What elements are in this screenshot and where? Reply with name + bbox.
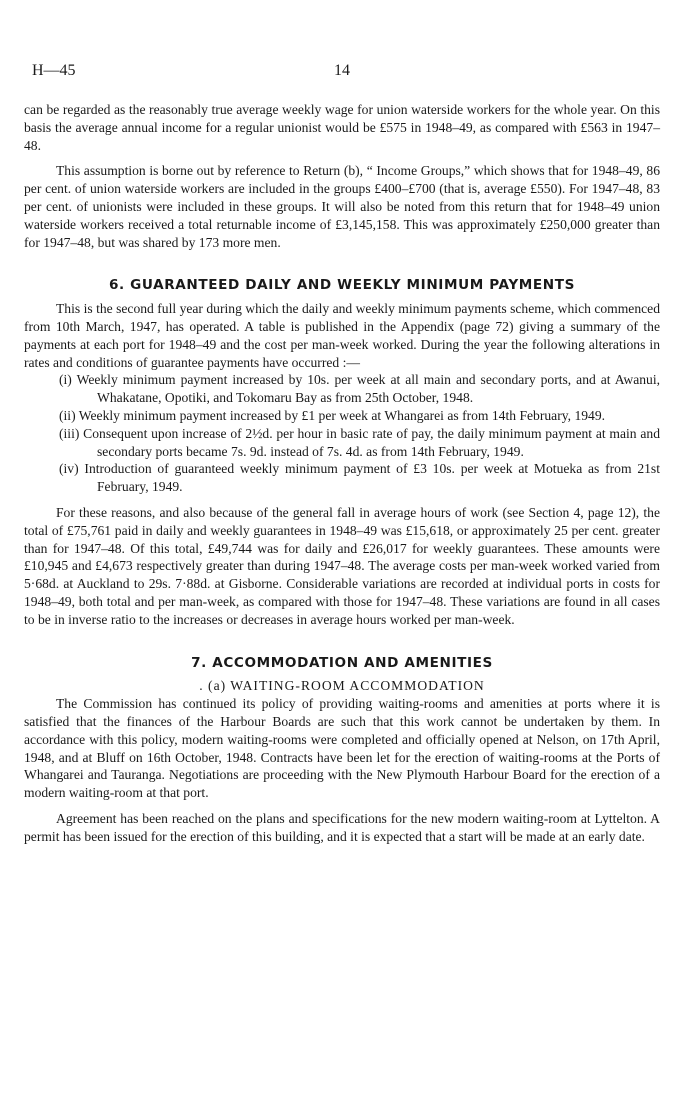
list-item — [24, 371, 660, 407]
income-groups-paragraph: This assumption is borne out by reference to Return (b), “ Income Groups,” which shows that for 1948–49, 86 per cent. of union waterside workers are included in the groups £400–£700 (that is, average £550). For 1947–48, 83 per cent. of unionists were included in these groups. It will also be noted from this return that for 1948–49 union waterside workers received a total returnable income of £3,145,158. This was approximately £250,000 greater than for 1947–48, but was shared by 173 more men. — [24, 163, 660, 250]
section-6-heading: 6. GUARANTEED DAILY AND WEEKLY MINIMUM PAYMENTS — [108, 277, 576, 294]
section-6-closing: For these reasons, and also because of the general fall in average hours of work (see Section 4, page 12), the total of £75,761 paid in daily and weekly guarantees in 1948–49 was £15,618, or approximately 25 per cent. greater than for 1947–48. Of this total, £49,744 was for daily and £26,017 for weekly guarantees. These amounts were £10,945 and £4,673 respectively greater than during 1947–48. The average costs per man-week worked varied from 5·68d. at Auckland to 29s. 7·88d. at Gisborne. Considerable variations are recorded at individual ports in costs for 1948–49, both total and per man-week, as compared with those for 1947–48. These variations are found in all cases to be in inverse ratio to the increases or decreases in average hours worked per man-week. — [24, 504, 660, 627]
section-6-intro: This is the second full year during which the daily and weekly minimum payments scheme, which commenced from 10th March, 1947, has operated. A table is published in the Appendix (page 72) giving a summary of the payments at each port for 1948–49 and the cost per man-week worked. During the year the following alterations in rates and conditions of guarantee payments have occurred :— — [24, 301, 660, 370]
waiting-room-subheading: . (a) WAITING-ROOM ACCOMMODATION — [199, 678, 485, 694]
list-item-text: Introduction of guaranteed weekly minimum payment of £3 10s. per week at Motueka as from 21st February, 1949. — [84, 461, 660, 495]
waiting-room-paragraph: The Commission has continued its policy of providing waiting-rooms and amenities at ports where it is satisfied that the finances of the Harbour Boards are such that this work cannot be undertaken by them. In accordance with this policy, modern waiting-rooms were completed and officially opened at Nelson, on 17th April, 1948, and at Bluff on 16th October, 1948. Contracts have been let for the erection of waiting-rooms at the Ports of Whangarei and Tauranga. Negotiations are proceeding with the New Plymouth Harbour Board for the erection of a modern waiting-room at that port. — [24, 696, 660, 801]
list-item-label: (iv) — [59, 461, 79, 477]
list-item-text: Weekly minimum payment increased by £1 per week at Whangarei as from 14th February, 1949. — [78, 407, 606, 423]
document-body — [24, 101, 660, 845]
page-header — [32, 62, 677, 82]
list-item-text: Consequent upon increase of 2½d. per hour in basic rate of pay, the daily minimum payment at main and secondary ports became 7s. 9d. instead of 7s. 4d. as from 14th February, 1949. — [83, 425, 660, 459]
list-item — [24, 460, 660, 496]
document-reference: H—45 — [32, 62, 76, 79]
list-item-label: (i) — [59, 372, 72, 388]
list-item — [24, 425, 660, 461]
lyttelton-paragraph: Agreement has been reached on the plans and specifications for the new modern waiting-room at Lyttelton. A permit has been issued for the erection of this building, and it is expected that a start will be made at an early date. — [24, 810, 660, 844]
list-item-text: Weekly minimum payment increased by 10s. per week at all main and secondary ports, and at Awanui, Whakatane, Opotiki, and Tokomaru Bay as from 25th October, 1948. — [76, 372, 660, 406]
list-item-label: (ii) — [59, 407, 76, 423]
page-number: 14 — [334, 62, 350, 79]
list-item — [24, 407, 660, 425]
continued-paragraph: can be regarded as the reasonably true average weekly wage for union waterside workers for the whole year. On this basis the average annual income for a regular unionist would be £575 in 1948–49, as compared with £563 in 1947–48. — [24, 102, 660, 153]
alterations-list — [24, 371, 660, 496]
list-item-label: (iii) — [59, 425, 80, 441]
section-7-heading: 7. ACCOMMODATION AND AMENITIES — [191, 654, 493, 671]
